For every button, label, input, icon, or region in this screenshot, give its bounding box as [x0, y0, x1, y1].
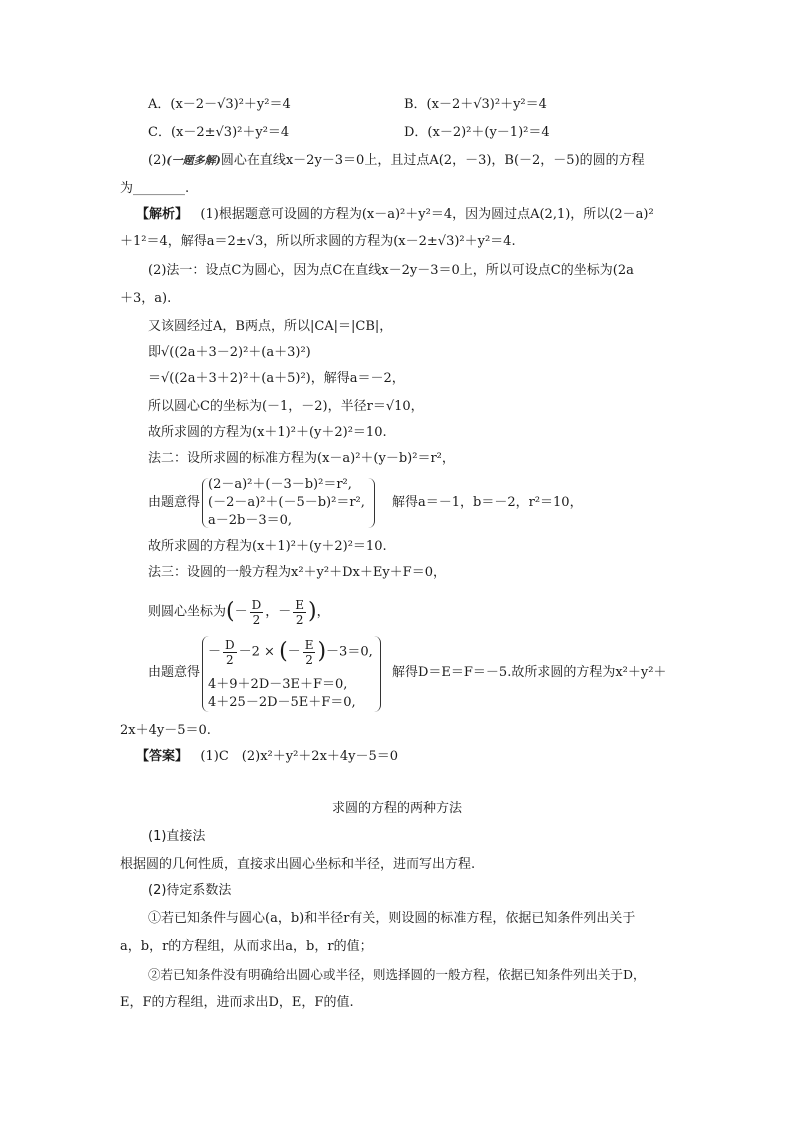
method-paragraph-2-line-2: a，b，r的方程组，从而求出a，b，r的值； [120, 939, 373, 954]
question-2 [148, 152, 645, 170]
method-title: 求圆的方程的两种方法 [331, 801, 462, 816]
question-2-number: (2) [148, 153, 167, 168]
question-2-tag: (一题多解) [166, 154, 221, 167]
option-a: A．(x－2－√3)²＋y²＝4 [148, 97, 291, 112]
option-b: B．(x－2＋√3)²＋y²＝4 [404, 97, 547, 112]
method-paragraph-2-line-1: ①若已知条件与圆心(a，b)和半径r有关，则设圆的标准方程，依据已知条件列出关于 [148, 911, 636, 926]
analysis-text-1: (1)根据题意可设圆的方程为(x－a)²＋y²＝4，因为圆过点A(2,1)，所以(2－a)² [200, 207, 654, 222]
method1-line-4: 即√((2a＋3－2)²＋(a＋3)²) [148, 345, 311, 360]
method3-last-line: 2x＋4y－5＝0. [120, 723, 211, 738]
right-brace [374, 636, 381, 712]
answer-line [136, 748, 398, 766]
method2-solution: 解得a＝－1，b＝－2，r²＝10， [392, 495, 583, 510]
method-paragraph-3-line-1: ②若已知条件没有明确给出圆心或半径，则选择圆的一般方程，依据已知条件列出关于D， [148, 967, 646, 982]
method2-prefix: 由题意得 [148, 495, 201, 510]
method-heading-2: (2)待定系数法 [148, 883, 232, 898]
method-paragraph-3-line-2: E，F的方程组，进而求出D，E，F的值. [120, 995, 354, 1010]
method2-equation-2: (－2－a)²＋(－5－b)²＝r², [208, 495, 365, 510]
method1-line-5: ＝√((2a＋3＋2)²＋(a＋5)²)，解得a＝－2， [148, 371, 405, 386]
analysis-line-1 [136, 206, 654, 224]
method3-line-1: 法三：设圆的一般方程为x²＋y²＋Dx＋Ey＋F＝0， [148, 565, 446, 580]
method1-line-6: 所以圆心C的坐标为(－1，－2)，半径r＝√10， [148, 399, 424, 414]
method2-line-1: 法二：设所求圆的标准方程为(x－a)²＋(y－b)²＝r²， [148, 451, 455, 466]
method1-line-7: 故所求圆的方程为(x＋1)²＋(y＋2)²＝10. [148, 425, 387, 440]
method1-line-2: ＋3，a). [120, 291, 172, 306]
method3-equation-2: 4＋9＋2D－3E＋F＝0, [208, 677, 348, 692]
method3-equation-3: 4＋25－2D－5E＋F＝0, [208, 695, 356, 710]
analysis-line-2: ＋1²＝4，解得a＝2±√3，所以所求圆的方程为(x－2±√3)²＋y²＝4. [120, 234, 516, 249]
analysis-label: 【解析】 [136, 207, 189, 222]
method-paragraph-1: 根据圆的几何性质，直接求出圆心坐标和半径，进而写出方程. [120, 857, 476, 872]
method3-center-prefix: 则圆心坐标为 [148, 604, 227, 620]
question-2-text: 圆心在直线x－2y－3＝0上，且过点A(2，－3)，B(－2，－5)的圆的方程 [220, 153, 645, 168]
method3-prefix: 由题意得 [148, 665, 201, 680]
option-c: C．(x－2±√3)²＋y²＝4 [148, 125, 290, 140]
method1-line-3: 又该圆经过A，B两点，所以|CA|＝|CB|， [148, 319, 393, 334]
answer-label: 【答案】 [136, 749, 189, 764]
method-heading-1: (1)直接法 [148, 829, 206, 844]
method2-line-3: 故所求圆的方程为(x＋1)²＋(y＋2)²＝10. [148, 539, 387, 554]
answer-text: (1)C (2)x²＋y²＋2x＋4y－5＝0 [200, 749, 399, 764]
question-2-blank-line: 为________. [120, 181, 190, 196]
option-d: D．(x－2)²＋(y－1)²＝4 [404, 125, 550, 140]
method3-solution: 解得D＝E＝F＝－5.故所求圆的方程为x²＋y²＋ [392, 665, 667, 680]
right-brace [368, 478, 375, 528]
method2-equation-3: a－2b－3＝0, [208, 513, 293, 528]
method2-equation-1: (2－a)²＋(－3－b)²＝r², [208, 477, 352, 492]
method3-equation-1: － $\frac{D}{2}$ －2 × (－ $\frac{E}{2}$ )－3＝0, [208, 637, 373, 667]
fraction-e-over-2: $\frac{E}{2}$ [295, 597, 305, 627]
method3-line-2: 则圆心坐标为(－ $\frac{D}{2}$ ，－ $\frac{E}{2}$ )， [148, 597, 330, 627]
fraction-d-over-2: $\frac{D}{2}$ [251, 597, 262, 627]
method1-line-1: (2)法一：设点C为圆心，因为点C在直线x－2y－3＝0上，所以可设点C的坐标为(2a [148, 263, 634, 278]
